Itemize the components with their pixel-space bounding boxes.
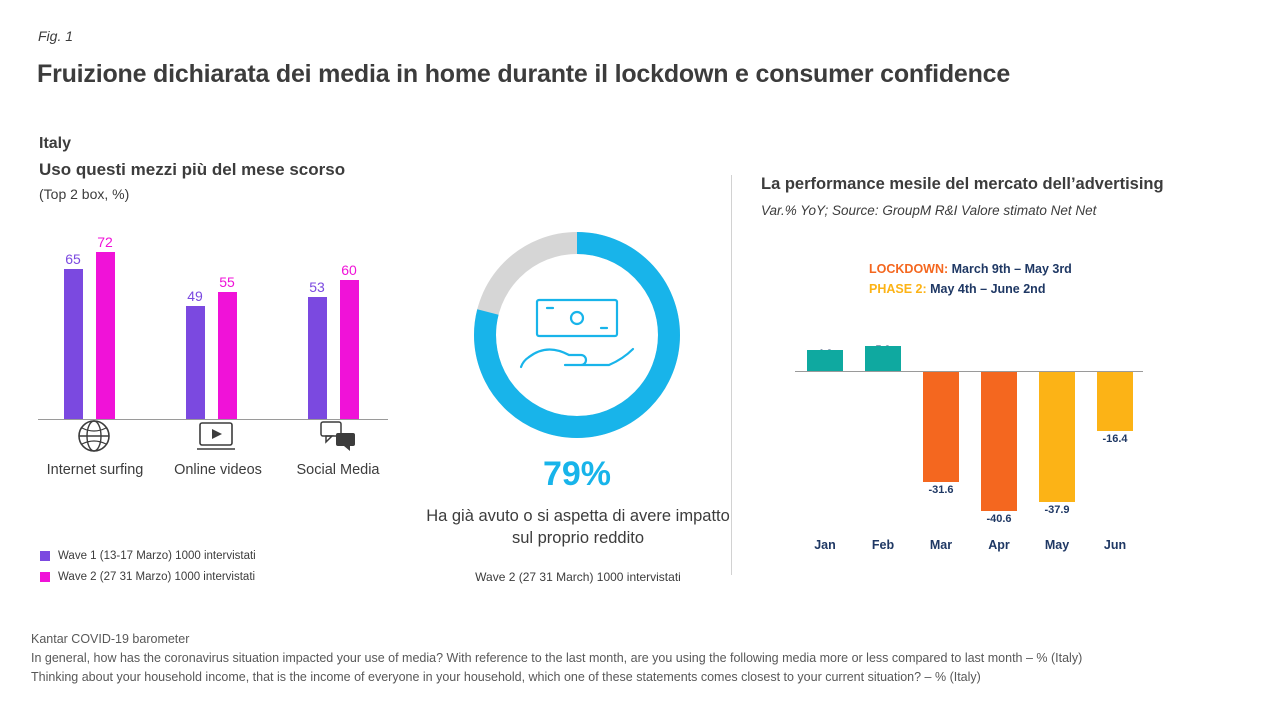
category-icons-row (38, 418, 388, 460)
donut-source-note: Wave 2 (27 31 March) 1000 intervistati (475, 570, 681, 584)
bar-group-social-media (292, 234, 384, 419)
bar-group-internet-surfing (48, 234, 140, 419)
zero-axis-line (795, 371, 1143, 372)
bar-value-w1: 65 (65, 251, 81, 267)
month-label-may: May (1044, 538, 1070, 552)
phase2-key: PHASE 2: (869, 282, 927, 296)
donut-percent-value: 79% (542, 455, 612, 493)
media-usage-bar-chart (38, 215, 388, 420)
advertising-performance-bar-chart (795, 330, 1145, 560)
figure-label: Fig. 1 (38, 28, 74, 44)
bar-value-jun: -16.4 (1102, 433, 1128, 445)
right-chart-subtitle: Var.% YoY; Source: GroupM R&I Valore stimato Net Net (761, 203, 1097, 218)
bar-value-w1: 49 (187, 288, 203, 304)
footnote-question-1: In general, how has the coronavirus situation impacted your use of media? With reference to the last month, are you using the following media more or less compared to last month – % (Italy) (31, 651, 1083, 666)
legend-swatch-wave1 (40, 551, 50, 561)
month-label-mar: Mar (929, 538, 953, 552)
legend-label-wave2: Wave 2 (27 31 Marzo) 1000 intervistati (58, 571, 256, 583)
bar-wave2 (340, 280, 359, 419)
category-label: Internet surfing (46, 462, 144, 478)
annotation-lockdown (869, 262, 1072, 276)
bar-group-online-videos (170, 234, 262, 419)
legend-item-wave1 (40, 550, 256, 562)
bar-value-w2: 60 (341, 262, 357, 278)
social-chat-icon (292, 418, 384, 459)
bar-value-w2: 55 (219, 274, 235, 290)
bar-value-mar: -31.6 (928, 484, 954, 496)
month-label-apr: Apr (988, 538, 1010, 552)
donut-caption: Ha già avuto o si aspetta di avere impatto sul proprio reddito (426, 507, 730, 548)
category-label: Online videos (174, 462, 262, 478)
bar-wave1 (64, 269, 83, 419)
lockdown-value: March 9th – May 3rd (951, 262, 1072, 276)
country-label: Italy (39, 135, 72, 152)
footnote-source: Kantar COVID-19 barometer (31, 632, 190, 646)
bar-feb (865, 346, 901, 371)
month-label-feb: Feb (871, 538, 895, 552)
bar-apr (981, 372, 1017, 511)
wave-legend (40, 550, 256, 592)
bar-may (1039, 372, 1075, 502)
bar-value-w2: 72 (97, 234, 113, 250)
bar-value-w1: 53 (309, 279, 325, 295)
left-chart-subtitle: (Top 2 box, %) (39, 186, 130, 202)
phase2-value: May 4th – June 2nd (930, 282, 1046, 296)
panel-divider (731, 175, 732, 575)
bar-wave1 (186, 306, 205, 419)
month-label-jun: Jun (1103, 538, 1127, 552)
right-chart-title: La performance mesile del mercato dell’advertising (761, 175, 1164, 193)
bar-value-apr: -40.6 (986, 513, 1012, 525)
bar-wave2 (96, 252, 115, 419)
category-label: Social Media (296, 462, 380, 478)
left-chart-title: Uso questi mezzi più del mese scorso (39, 160, 346, 179)
bar-jun (1097, 372, 1133, 431)
legend-label-wave1: Wave 1 (13-17 Marzo) 1000 intervistati (58, 550, 256, 562)
bar-mar (923, 372, 959, 482)
bar-jan (807, 350, 843, 371)
bar-wave2 (218, 292, 237, 419)
income-impact-donut (438, 228, 716, 443)
lockdown-key: LOCKDOWN: (869, 262, 949, 276)
footnotes (31, 630, 1261, 687)
category-labels-row (30, 462, 400, 482)
month-label-jan: Jan (814, 538, 836, 552)
legend-item-wave2 (40, 571, 256, 583)
lockdown-annotation (869, 262, 1072, 302)
page-title: Fruizione dichiarata dei media in home durante il lockdown e consumer confidence (37, 60, 1011, 88)
bar-wave1 (308, 297, 327, 419)
legend-swatch-wave2 (40, 572, 50, 582)
video-player-icon (170, 418, 262, 459)
footnote-question-2: Thinking about your household income, that is the income of everyone in your household, which one of these statements comes closest to your current situation? – % (Italy) (31, 670, 981, 685)
annotation-phase2 (869, 282, 1072, 296)
bar-value-may: -37.9 (1044, 504, 1070, 516)
globe-icon (48, 418, 140, 459)
